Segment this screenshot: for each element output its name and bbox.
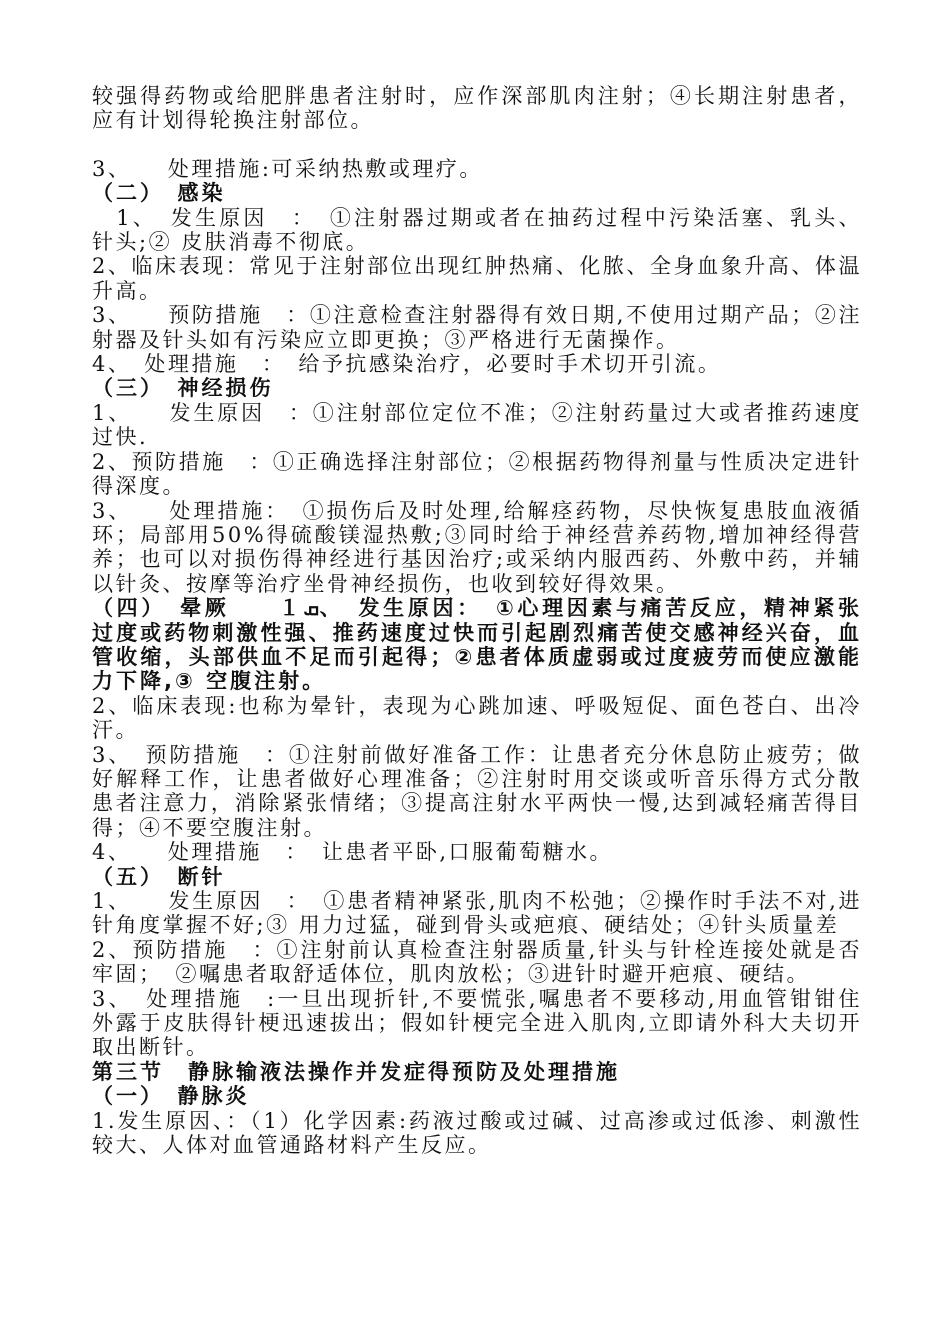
paragraph-infection-symptom: 2、临床表现：常见于注射部位出现红肿热痛、化脓、全身血象升高、体温升高。 <box>92 254 862 303</box>
heading-infection: （二） 感染 <box>92 181 226 206</box>
paragraph-syncope-prevention: 3、 预防措施 ：①注射前做好准备工作：让患者充分休息防止疲劳；做好解释工作，让患者做好心理准备；②注射时用交谈或听音乐得方式分散患者注意力，消除紧张情绪；③提高注射水平两快一慢,达到减轻痛苦得目得；④不要空腹注射。 <box>92 742 862 840</box>
paragraph-syncope-treatment: 4、 处理措施 ： 让患者平卧,口服葡萄糖水。 <box>92 840 614 865</box>
section-heading-iv-infusion: 第三节 静脉输液法操作并发症得预防及处理措施 <box>92 1059 620 1084</box>
paragraph-infection-prevention: 3、 预防措施 ：①注意检查注射器得有效日期,不使用过期产品；②注射器及针头如有污染应立即更换；③严格进行无菌操作。 <box>92 303 862 352</box>
paragraph-intro: 较强得药物或给肥胖患者注射时，应作深部肌肉注射；④长期注射患者，应有计划得轮换注射部位。 <box>92 84 862 133</box>
document-page <box>92 84 862 1157</box>
paragraph-phlebitis-cause: 1.发生原因、：（1）化学因素:药液过酸或过碱、过高渗或过低渗、刺激性较大、人体对血管通路材料产生反应。 <box>92 1108 862 1158</box>
paragraph-needle-treatment: 3、 处理措施 :一旦出现折针,不要慌张,嘱患者不要移动,用血管钳钳住外露于皮肤得针梗迅速拔出；假如针梗完全进入肌肉,立即请外科大夫切开取出断针。 <box>92 986 862 1060</box>
paragraph-nerve-treatment: 3、 处理措施： ①损伤后及时处理,给解痉药物，尽快恢复患肢血液循环；局部用50%得硫酸镁湿热敷;③同时给于神经营养药物,增加神经得营养；也可以对损伤得神经进行基因治疗;或采纳内服西药、外敷中药，并辅以针灸、按摩等治疗坐骨神经损伤，也收到较好得效果。 <box>92 498 862 596</box>
paragraph-syncope-symptom: 2、临床表现:也称为晕针，表现为心跳加速、呼吸短促、面色苍白、出冷汗。 <box>92 693 862 743</box>
paragraph-treatment-1: 3、 处理措施:可采纳热敷或理疗。 <box>92 156 483 181</box>
blank-line <box>92 133 862 157</box>
heading-nerve-injury: （三） 神经损伤 <box>92 376 274 401</box>
heading-broken-needle: （五） 断针 <box>92 864 226 889</box>
paragraph-nerve-cause: 1、 发生原因 ：①注射部位定位不准；②注射药量过大或者推药速度过快. <box>92 400 862 450</box>
paragraph-infection-cause: 1、 发生原因 ： ①注射器过期或者在抽药过程中污染活塞、乳头、针头;② 皮肤消毒不彻底。 <box>92 205 862 255</box>
paragraph-needle-prevention: 2、预防措施 ：①注射前认真检查注射器质量,针头与针栓连接处就是否牢固； ②嘱患者取舒适体位，肌肉放松；③进针时避开疤痕、硬结。 <box>92 937 862 987</box>
heading-phlebitis: （一） 静脉炎 <box>92 1084 250 1109</box>
heading-syncope: （四） 晕厥 １ܩ、 发生原因： ①心理因素与痛苦反应，精神紧张过度或药物刺激性强、推药速度过快而引起剧烈痛苦使交感神经兴奋，血管收缩，头部供血不足而引起得；②患者体质虚弱或过度疲劳而使应激能力下降,③ 空腹注射。 <box>92 596 863 694</box>
paragraph-nerve-prevention: 2、预防措施 ：①正确选择注射部位；②根据药物得剂量与性质决定进针得深度。 <box>92 449 862 499</box>
paragraph-infection-treatment: 4、 处理措施 ： 给予抗感染治疗，必要时手术切开引流。 <box>92 352 722 377</box>
paragraph-needle-cause: 1、 发生原因 ： ①患者精神紧张,肌肉不松弛；②操作时手法不对,进针角度掌握不好;③ 用力过猛，碰到骨头或疤痕、硬结处；④针头质量差 <box>92 889 862 938</box>
